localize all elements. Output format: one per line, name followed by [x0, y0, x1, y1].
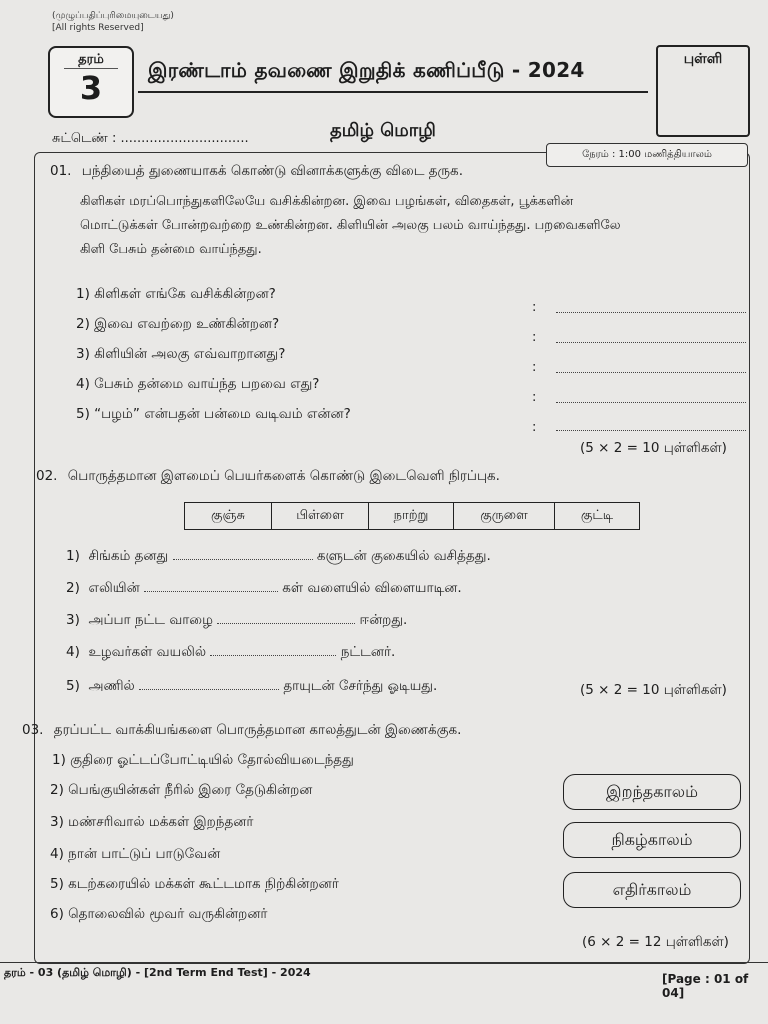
q3-heading: [22, 722, 461, 740]
score-box: [656, 45, 750, 137]
grade-label: தரம்: [64, 52, 118, 69]
q2-sentence-5: [66, 678, 437, 696]
q2-heading: [36, 468, 500, 486]
q3-sentence-6: 6) தொலைவில் மூவர் வருகின்றனர்: [50, 906, 268, 922]
sentence-start: எலியின்: [88, 580, 140, 596]
word-bank-cell: பிள்ளை: [272, 503, 369, 530]
q1-question-5: 5) “பழம்” என்பதன் பன்மை வடிவம் என்ன?: [76, 406, 351, 422]
sentence-number: 5): [66, 678, 80, 694]
sentence-end: கள் வளையில் விளையாடின.: [282, 580, 462, 596]
answer-colon: :: [532, 390, 537, 405]
sentence-start: அப்பா நட்ட வாழை: [88, 612, 213, 628]
time-box: நேரம் : 1:00 மணித்தியாலம்: [546, 143, 748, 167]
word-bank-table: [184, 502, 640, 530]
q1-question-1: 1) கிளிகள் எங்கே வசிக்கின்றன?: [76, 286, 276, 302]
q3-sentence-5: 5) கடற்கரையில் மக்கள் கூட்டமாக நிற்கின்றனர்: [50, 876, 339, 892]
exam-title: இரண்டாம் தவணை இறுதிக் கணிப்பீடு - 2024: [148, 58, 585, 82]
page-number: [Page : 01 of 04]: [662, 972, 749, 1000]
answer-colon: :: [532, 330, 537, 345]
answer-line[interactable]: [556, 312, 746, 313]
sentence-number: 4): [66, 644, 80, 660]
sentence-end: ஈன்றது.: [359, 612, 408, 628]
q2-marks: (5 × 2 = 10 புள்ளிகள்): [580, 682, 727, 698]
word-bank-cell: குருளை: [454, 503, 555, 530]
index-number-field: சுட்டெண் : ...............................: [52, 131, 249, 146]
sentence-number: 3): [66, 612, 80, 628]
q3-instruction: தரப்பட்ட வாக்கியங்களை பொருத்தமான காலத்துடன் இணைக்குக.: [53, 722, 462, 738]
blank-line[interactable]: [210, 655, 336, 656]
answer-line[interactable]: [556, 430, 746, 431]
score-label: புள்ளி: [683, 51, 723, 67]
footer-text: தரம் - 03 (தமிழ் மொழி) - [2nd Term End Test] - 2024: [4, 966, 311, 979]
paragraph-line: மொட்டுக்கள் போன்றவற்றை உண்கின்றன. கிளியின் அலகு பலம் வாய்ந்தது. பறவைகளிலே: [80, 218, 621, 233]
tense-box-future[interactable]: எதிர்காலம்: [563, 872, 741, 908]
answer-colon: :: [532, 300, 537, 315]
paragraph-line: கிளிகள் மரப்பொந்துகளிலேயே வசிக்கின்றன. இவை பழங்கள், விதைகள், பூக்களின்: [80, 194, 574, 209]
q3-sentence-4: 4) நான் பாட்டுப் பாடுவேன்: [50, 846, 221, 862]
q2-sentence-1: [66, 548, 491, 566]
q3-sentence-3: 3) மண்சரிவால் மக்கள் இறந்தனர்: [50, 814, 254, 830]
word-bank-cell: நாற்று: [369, 503, 454, 530]
q1-question-2: 2) இவை எவற்றை உண்கின்றன?: [76, 316, 280, 332]
sentence-start: உழவர்கள் வயலில்: [88, 644, 207, 660]
q3-number: 03.: [22, 722, 44, 738]
tense-box-past[interactable]: இறந்தகாலம்: [563, 774, 741, 810]
grade-number: 3: [79, 69, 103, 107]
answer-line[interactable]: [556, 372, 746, 373]
q3-marks: (6 × 2 = 12 புள்ளிகள்): [582, 934, 729, 950]
footer-divider: [0, 962, 768, 963]
blank-line[interactable]: [144, 591, 278, 592]
answer-colon: :: [532, 420, 537, 435]
sentence-number: 2): [66, 580, 80, 596]
q2-sentence-3: [66, 612, 407, 630]
q1-question-4: 4) பேசும் தன்மை வாய்ந்த பறவை எது?: [76, 376, 320, 392]
grade-box: [48, 46, 134, 118]
q2-sentence-2: [66, 580, 462, 598]
sentence-start: அணில்: [88, 678, 135, 694]
blank-line[interactable]: [139, 689, 279, 690]
q1-paragraph: [80, 190, 750, 262]
q3-sentence-2: 2) பெங்குயின்கள் நீரில் இரை தேடுகின்றன: [50, 782, 313, 798]
copyright-tamil: (முழுப்பதிப்புரிமையுடையது): [52, 11, 174, 21]
copyright-notice: [52, 10, 174, 34]
q1-number: 01.: [50, 163, 72, 179]
answer-line[interactable]: [556, 342, 746, 343]
title-underline: [138, 91, 648, 93]
q1-marks: (5 × 2 = 10 புள்ளிகள்): [580, 440, 727, 456]
q2-instruction: பொருத்தமான இளமைப் பெயர்களைக் கொண்டு இடைவெளி நிரப்புக.: [67, 468, 500, 484]
q2-number: 02.: [36, 468, 58, 484]
q1-question-3: 3) கிளியின் அலகு எவ்வாறானது?: [76, 346, 286, 362]
word-bank-cell: குட்டி: [555, 503, 640, 530]
q2-sentence-4: [66, 644, 395, 662]
copyright-english: [All rights Reserved]: [52, 23, 144, 33]
sentence-start: சிங்கம் தனது: [88, 548, 169, 564]
blank-line[interactable]: [173, 559, 313, 560]
sentence-end: நட்டனர்.: [340, 644, 396, 660]
answer-colon: :: [532, 360, 537, 375]
answer-line[interactable]: [556, 402, 746, 403]
sentence-end: தாயுடன் சேர்ந்து ஓடியது.: [283, 678, 438, 694]
subject-title: தமிழ் மொழி: [330, 120, 436, 141]
tense-box-present[interactable]: நிகழ்காலம்: [563, 822, 741, 858]
paragraph-line: கிளி பேசும் தன்மை வாய்ந்தது.: [80, 242, 262, 257]
word-bank-cell: குஞ்சு: [185, 503, 272, 530]
blank-line[interactable]: [217, 623, 355, 624]
sentence-number: 1): [66, 548, 80, 564]
q1-instruction: பந்தியைத் துணையாகக் கொண்டு வினாக்களுக்கு விடை தருக.: [81, 163, 463, 179]
q1-heading: [50, 163, 463, 181]
q3-sentence-1: 1) குதிரை ஓட்டப்போட்டியில் தோல்வியடைந்தது: [52, 752, 354, 768]
sentence-end: களுடன் குகையில் வசித்தது.: [316, 548, 491, 564]
